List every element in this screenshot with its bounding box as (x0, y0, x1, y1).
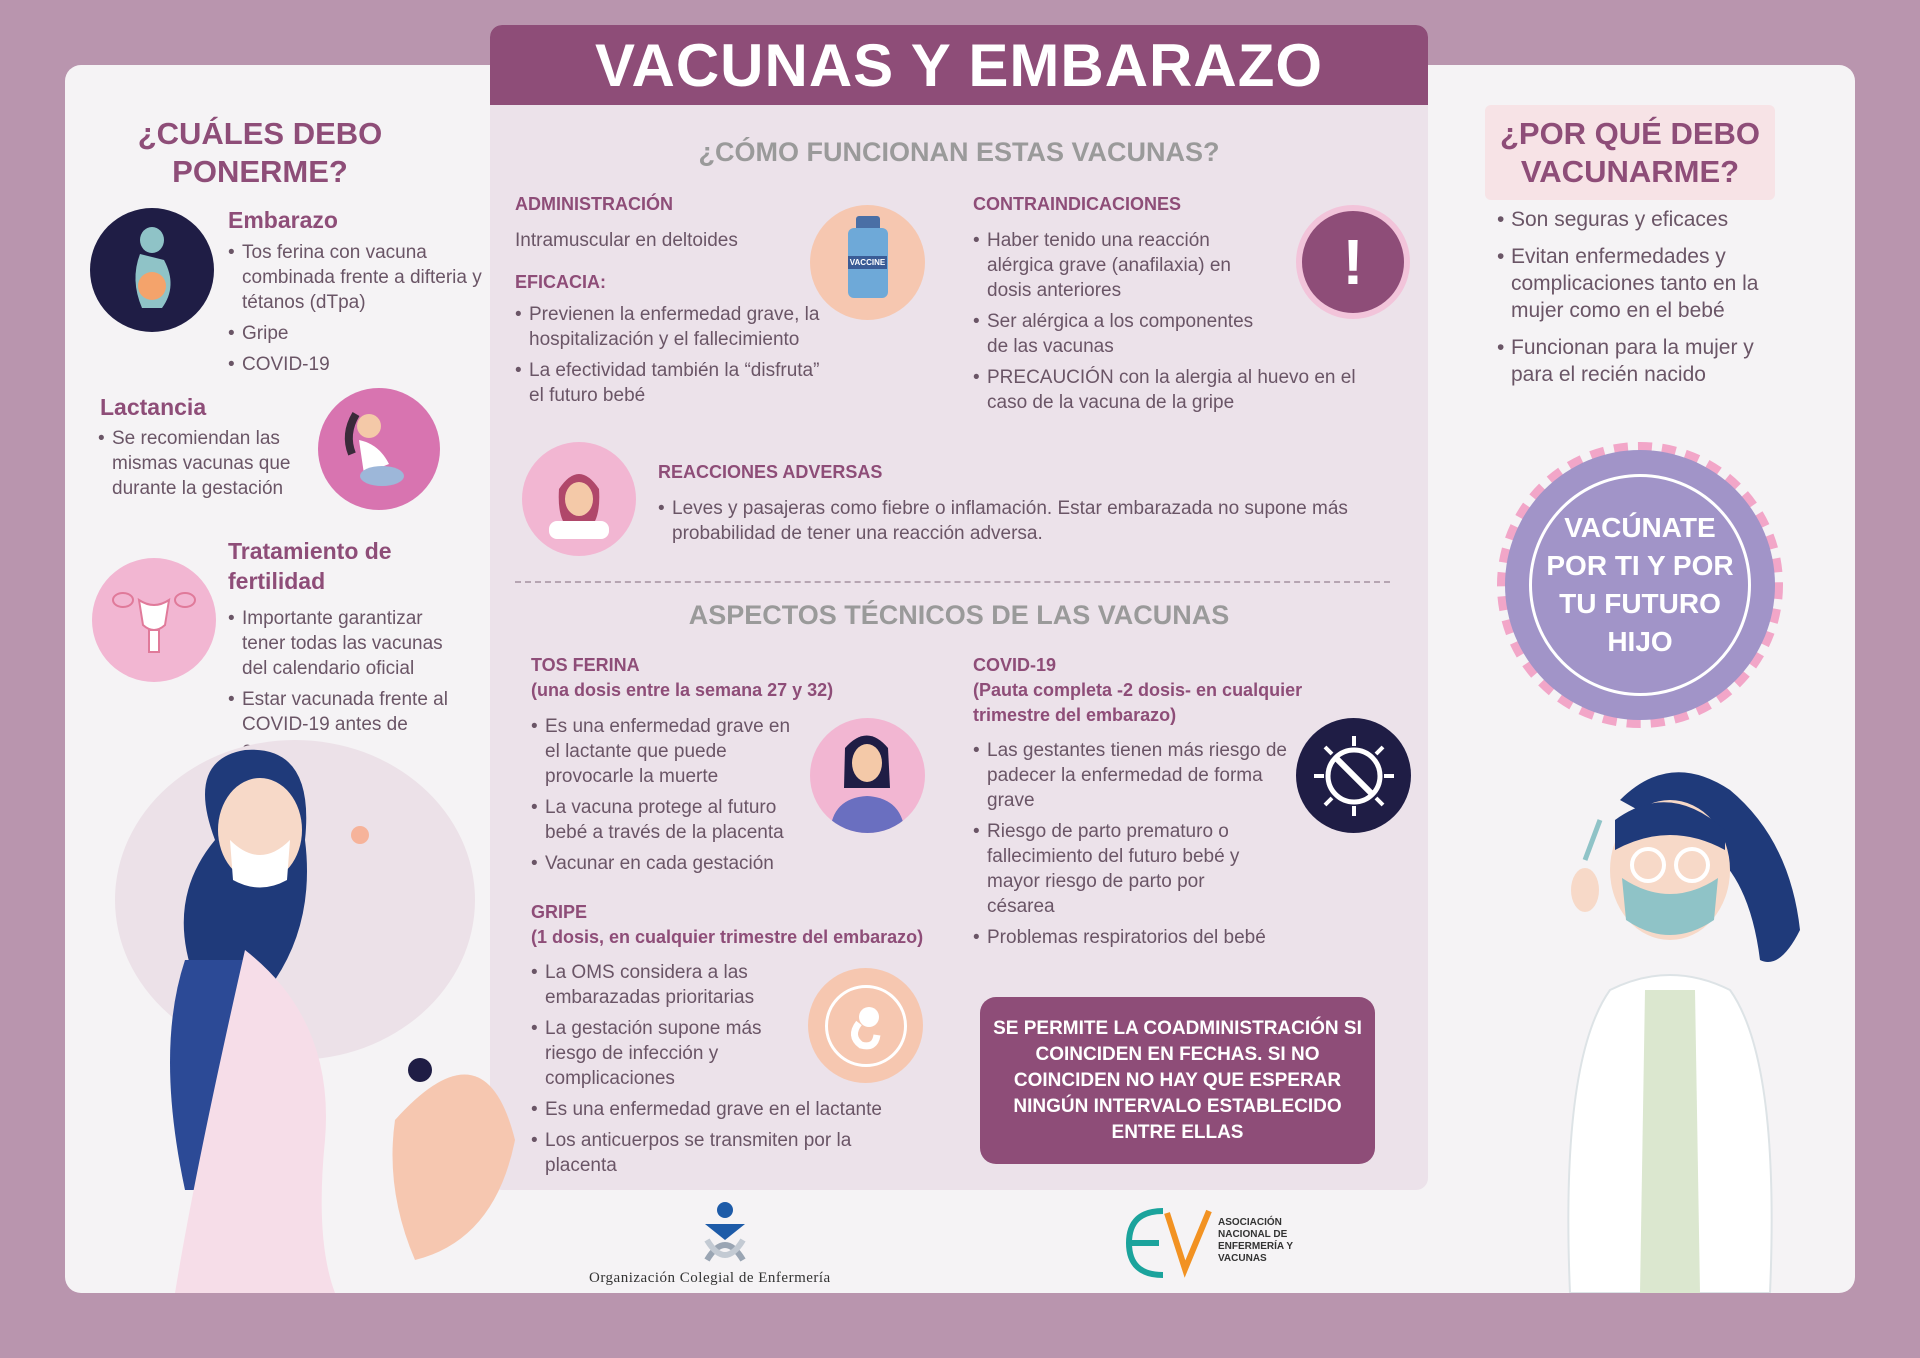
nurse-illustration (1530, 760, 1830, 1293)
list-item: • Los anticuerpos se transmiten por la placenta (531, 1128, 871, 1178)
no-virus-icon (1296, 718, 1411, 833)
lactancia-title: Lactancia (100, 394, 207, 420)
uterus-icon (92, 558, 216, 682)
page-title: VACUNAS Y EMBARAZO (594, 31, 1324, 99)
anenvac-logo-icon (1123, 1203, 1215, 1283)
gripe-subtitle: (1 dosis, en cualquier trimestre del embarazo) (531, 927, 924, 947)
warning-icon (1296, 205, 1410, 319)
list-item: • La efectividad también la “disfruta” el futuro bebé (515, 358, 835, 408)
fertilidad-title: Tratamiento de fertilidad (228, 538, 392, 594)
coadministration-text: SE PERMITE LA COADMINISTRACIÓN SI COINCIDEN EN FECHAS. SI NO COINCIDEN NO HAY QUE ESPERAR NINGÚN INTERVALO ESTABLECIDO ENTRE ELLAS (993, 1017, 1362, 1143)
list-item: • Funcionan para la mujer y para el recién nacido (1497, 334, 1777, 388)
list-item: • Se recomiendan las mismas vacunas que durante la gestación (98, 426, 313, 501)
list-item: • La gestación supone más riesgo de infección y complicaciones (531, 1016, 781, 1091)
right-heading: ¿POR QUÉ DEBO VACUNARME? (1499, 116, 1761, 189)
list-item: • Importante garantizar tener todas las vacunas del calendario oficial (228, 606, 458, 681)
breastfeeding-icon (318, 388, 440, 510)
coughing-icon (810, 718, 925, 833)
lactancia-list (98, 426, 313, 507)
tos-ferina-list (531, 714, 801, 882)
list-item: • Problemas respiratorios del bebé (973, 925, 1293, 950)
coadministration-note (980, 997, 1375, 1164)
list-item: • La OMS considera a las embarazadas prioritarias (531, 960, 781, 1010)
covid-subtitle: (Pauta completa -2 dosis- en cualquier trimestre del embarazo) (973, 680, 1303, 725)
section2-heading: ASPECTOS TÉCNICOS DE LAS VACUNAS (688, 600, 1230, 630)
pregnant-woman-illustration (95, 720, 515, 1293)
anenvac-logo-text: ASOCIACIÓN NACIONAL DE ENFERMERÍA Y VACUNAS (1218, 1217, 1293, 1264)
gripe-title: GRIPE (531, 902, 588, 922)
list-item: • COVID-19 (228, 352, 483, 377)
list-item: • Es una enfermedad grave en el lactante que puede provocarle la muerte (531, 714, 801, 789)
tos-ferina-title: TOS FERINA (531, 655, 640, 675)
list-item: • La vacuna protege al futuro bebé a través de la placenta (531, 795, 801, 845)
covid-title: COVID-19 (973, 655, 1057, 675)
list-item: • Haber tenido una reacción alérgica grave (anafilaxia) en dosis anteriores (973, 228, 1253, 303)
occe-logo-icon (697, 1200, 753, 1266)
reacciones-title: REACCIONES ADVERSAS (658, 462, 883, 482)
covid-list (973, 738, 1293, 956)
list-item: • Las gestantes tienen más riesgo de padecer la enfermedad de forma grave (973, 738, 1293, 813)
administracion-text: Intramuscular en deltoides (515, 230, 738, 251)
administracion-title: ADMINISTRACIÓN (515, 194, 673, 214)
embarazo-title: Embarazo (228, 207, 338, 233)
list-item: • Vacunar en cada gestación (531, 851, 801, 876)
list-item: • Leves y pasajeras como fiebre o inflamación. Estar embarazada no supone más probabilidad de tener una reacción adversa. (658, 496, 1378, 546)
list-item: • PRECAUCIÓN con la alergia al huevo en el caso de la vacuna de la gripe (973, 365, 1363, 415)
list-item: • Previenen la enfermedad grave, la hospitalización y el fallecimiento (515, 302, 835, 352)
slogan-badge (1505, 450, 1775, 720)
list-item: • Estar vacunada frente al COVID-19 antes de (228, 687, 458, 762)
list-item: • Es una enfermedad grave en el lactante (531, 1097, 911, 1122)
section-divider (515, 581, 1390, 583)
title-bar (490, 25, 1428, 105)
section1-heading: ¿CÓMO FUNCIONAN ESTAS VACUNAS? (698, 137, 1220, 167)
list-item: • Evitan enfermedades y complicaciones tanto en la mujer como en el bebé (1497, 243, 1777, 324)
vaccine-vial-icon (810, 205, 925, 320)
list-item: • Riesgo de parto prematuro o fallecimiento del futuro bebé y mayor riesgo de parto por césarea (973, 819, 1243, 919)
eficacia-title: EFICACIA: (515, 272, 606, 292)
contraindicaciones-title: CONTRAINDICACIONES (973, 194, 1182, 214)
list-item: • Tos ferina con vacuna combinada frente a difteria y tétanos (dTpa) (228, 240, 483, 315)
warning-symbol: ! (1342, 226, 1364, 298)
slogan-text: VACÚNATE POR TI Y POR TU FUTURO HIJO (1529, 474, 1751, 696)
left-heading: ¿CUÁLES DEBO PONERME? (137, 116, 383, 189)
vaccine-label: VACCINE (849, 258, 886, 267)
list-item: • Ser alérgica a los componentes de las vacunas (973, 309, 1273, 359)
list-item: • Gripe (228, 321, 483, 346)
tos-ferina-subtitle: (una dosis entre la semana 27 y 32) (531, 680, 834, 700)
right-list (1497, 206, 1777, 394)
embarazo-list (228, 240, 483, 383)
pregnancy-icon (90, 208, 214, 332)
headache-icon (522, 442, 636, 556)
fetus-icon (808, 968, 923, 1083)
list-item: • Son seguras y eficaces (1497, 206, 1777, 233)
occe-logo-text: Organización Colegial de Enfermería (589, 1270, 831, 1286)
reacciones-list (658, 496, 1378, 552)
eficacia-list (515, 302, 835, 414)
